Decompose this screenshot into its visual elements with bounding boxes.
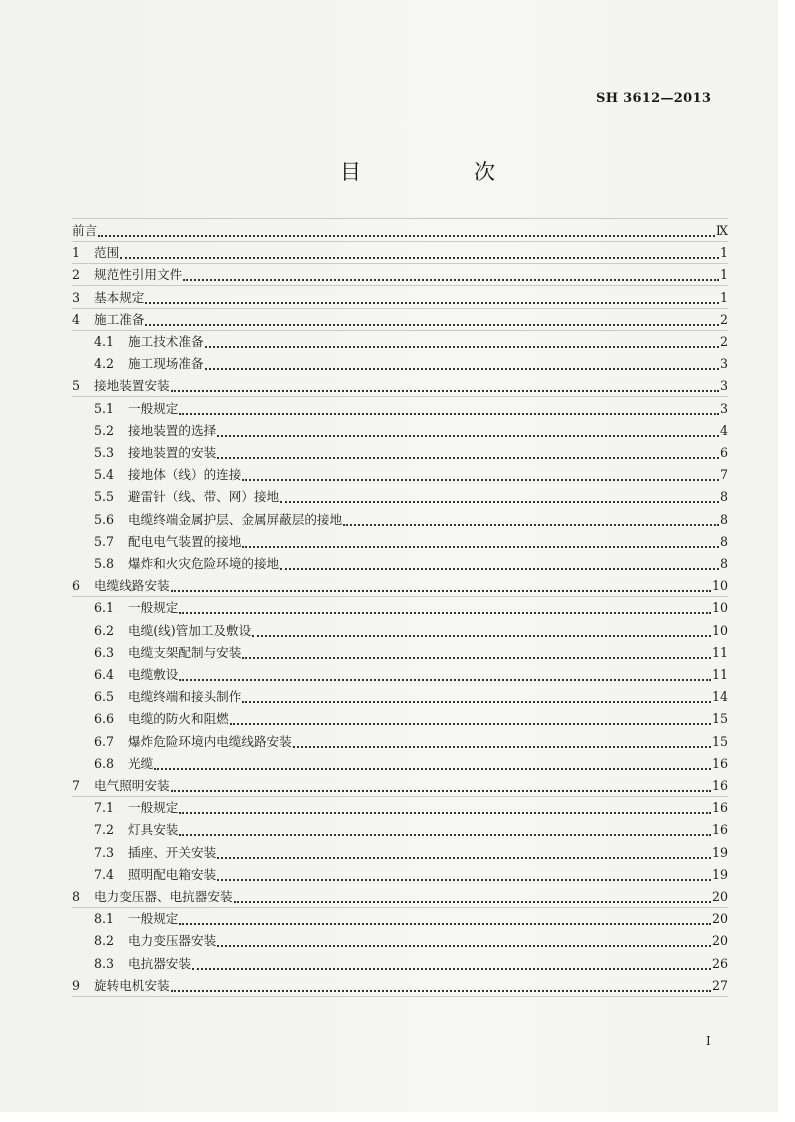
toc-entry-number: 6.8 bbox=[94, 755, 115, 771]
toc-subentry[interactable] bbox=[94, 755, 728, 773]
toc-entry-label: 旋转电机安装 bbox=[94, 977, 170, 993]
toc-entry-number: 6.4 bbox=[94, 667, 115, 682]
toc-divider-top bbox=[72, 218, 728, 219]
toc-entry-page: 16 bbox=[711, 800, 728, 816]
toc-leader-dots bbox=[179, 800, 711, 814]
toc-leader-dots bbox=[179, 600, 711, 614]
toc-entry-label: 爆炸危险环境内电缆线路安装 bbox=[128, 733, 292, 749]
toc-entry-label: 前言 bbox=[72, 223, 98, 238]
toc-entry-number: 5.4 bbox=[94, 467, 115, 483]
toc-entry-page: 19 bbox=[711, 866, 728, 882]
toc-leader-dots bbox=[171, 578, 711, 592]
toc-entry-page: 8 bbox=[719, 556, 728, 571]
toc-entry-page: 16 bbox=[711, 755, 728, 771]
toc-entry-number: 7 bbox=[72, 778, 81, 793]
toc-leader-dots bbox=[217, 933, 711, 947]
toc-subentry[interactable] bbox=[94, 844, 728, 862]
toc-leader-dots bbox=[217, 845, 711, 859]
page-number: I bbox=[706, 1034, 711, 1048]
toc-entry-number: 6.1 bbox=[94, 600, 115, 616]
toc-subentry[interactable] bbox=[94, 799, 728, 817]
toc-entry-page: 3 bbox=[719, 400, 728, 416]
toc-entry-page: 8 bbox=[719, 511, 728, 527]
toc-entry-label: 避雷针（线、带、网）接地 bbox=[128, 489, 280, 505]
toc-subentry[interactable] bbox=[94, 555, 728, 573]
toc-entry-number: 8 bbox=[72, 889, 81, 904]
toc-entry-number: 4 bbox=[72, 311, 81, 327]
toc-entry-number: 7.4 bbox=[94, 866, 115, 882]
toc-entry-number: 6.3 bbox=[94, 644, 115, 660]
toc-leader-dots bbox=[217, 867, 711, 881]
toc-leader-dots bbox=[252, 623, 711, 637]
toc-entry-page: Ⅸ bbox=[715, 223, 728, 238]
toc-entry-number: 6.2 bbox=[94, 622, 115, 638]
page-title: 目 次 bbox=[340, 160, 541, 184]
toc-entry-label: 电缆终端和接头制作 bbox=[128, 689, 242, 705]
toc-entry-label: 电力变压器、电抗器安装 bbox=[94, 889, 233, 904]
toc-entry-number: 5.7 bbox=[94, 533, 115, 549]
toc-entry-page: 15 bbox=[711, 711, 728, 727]
toc-entry-page: 16 bbox=[711, 778, 728, 793]
toc-entry[interactable] bbox=[72, 244, 728, 262]
toc-entry-number: 9 bbox=[72, 977, 81, 993]
toc-entry-label: 接地装置的安装 bbox=[128, 445, 217, 460]
toc-entry-page: 19 bbox=[711, 844, 728, 860]
toc-entry-number: 6.6 bbox=[94, 711, 115, 727]
toc-entry-page: 11 bbox=[711, 644, 728, 660]
toc-entry-number: 8.2 bbox=[94, 933, 115, 949]
toc-entry-number: 6.5 bbox=[94, 689, 115, 705]
toc-entry-label: 施工技术准备 bbox=[128, 334, 204, 349]
toc-leader-dots bbox=[154, 756, 711, 770]
toc-entry-page: 4 bbox=[719, 422, 728, 438]
toc-leader-dots bbox=[179, 667, 711, 681]
toc-entry-page: 14 bbox=[711, 689, 728, 705]
toc-entry-number: 6 bbox=[72, 578, 81, 594]
toc-entry-page: 10 bbox=[711, 578, 728, 594]
toc-entry-label: 照明配电箱安装 bbox=[128, 866, 217, 882]
toc-subentry[interactable] bbox=[94, 666, 728, 684]
toc-leader-dots bbox=[98, 223, 715, 237]
toc-entry[interactable] bbox=[72, 222, 728, 240]
toc-subentry[interactable] bbox=[94, 511, 728, 529]
toc-subentry[interactable] bbox=[94, 599, 728, 617]
toc-entry-label: 接地装置的选择 bbox=[128, 422, 217, 438]
toc-entry-page: 27 bbox=[711, 977, 728, 993]
toc-entry-number: 6.7 bbox=[94, 733, 115, 749]
toc-leader-dots bbox=[192, 956, 711, 970]
toc-entry-number: 5.8 bbox=[94, 556, 115, 571]
toc-entry-page: 20 bbox=[711, 889, 728, 904]
toc-entry-page: 6 bbox=[719, 445, 728, 460]
toc-entry-number: 1 bbox=[72, 245, 81, 261]
toc-leader-dots bbox=[293, 734, 711, 748]
toc-entry-number: 4.1 bbox=[94, 334, 115, 349]
toc-row-rule bbox=[72, 996, 728, 997]
toc-leader-dots bbox=[217, 423, 719, 437]
toc-row-rule bbox=[72, 285, 728, 286]
toc-subentry[interactable] bbox=[94, 533, 728, 551]
toc-entry-label: 施工准备 bbox=[94, 311, 145, 327]
toc-entry-number: 5.1 bbox=[94, 400, 115, 416]
toc-entry-page: 16 bbox=[711, 822, 728, 838]
toc-entry-label: 规范性引用文件 bbox=[94, 267, 183, 283]
toc-entry-label: 电力变压器安装 bbox=[128, 933, 217, 949]
toc-leader-dots bbox=[280, 556, 719, 570]
toc-subentry[interactable] bbox=[94, 733, 728, 751]
toc-entry-label: 灯具安装 bbox=[128, 822, 179, 838]
toc-entry-label: 电缆终端金属护层、金属屏蔽层的接地 bbox=[128, 511, 343, 527]
toc-leader-dots bbox=[234, 889, 711, 903]
toc-entry-label: 电缆敷设 bbox=[128, 667, 179, 682]
toc-leader-dots bbox=[171, 978, 711, 992]
toc-entry-number: 3 bbox=[72, 289, 81, 305]
toc-entry[interactable] bbox=[72, 577, 728, 595]
toc-leader-dots bbox=[179, 822, 711, 836]
toc-entry-page: 8 bbox=[719, 533, 728, 549]
toc-subentry[interactable] bbox=[94, 710, 728, 728]
toc-entry-label: 电缆(线)管加工及敷设 bbox=[128, 622, 252, 638]
toc-leader-dots bbox=[242, 645, 711, 659]
toc-entry-label: 一般规定 bbox=[128, 800, 179, 816]
toc-entry-page: 2 bbox=[719, 311, 728, 327]
toc-entry-page: 20 bbox=[711, 933, 728, 949]
toc-row-rule bbox=[72, 241, 728, 242]
toc-entry-page: 26 bbox=[711, 955, 728, 971]
page-margin bbox=[778, 0, 795, 1122]
toc-entry-label: 基本规定 bbox=[94, 289, 145, 305]
toc-entry-number: 5.5 bbox=[94, 489, 115, 505]
toc-entry-label: 范围 bbox=[94, 245, 120, 261]
toc-entry-label: 接地装置安装 bbox=[94, 378, 170, 394]
toc-row-rule bbox=[72, 263, 728, 264]
toc-subentry[interactable] bbox=[94, 866, 728, 884]
toc-entry-label: 电缆支架配制与安装 bbox=[128, 644, 242, 660]
toc-entry-number: 7.1 bbox=[94, 800, 115, 816]
toc-subentry[interactable] bbox=[94, 644, 728, 662]
toc-leader-dots bbox=[205, 356, 719, 370]
toc-entry[interactable] bbox=[72, 977, 728, 995]
toc-entry[interactable] bbox=[72, 289, 728, 307]
toc-entry-label: 插座、开关安装 bbox=[128, 844, 217, 860]
toc-entry-label: 一般规定 bbox=[128, 600, 179, 616]
toc-subentry[interactable] bbox=[94, 688, 728, 706]
toc-entry-page: 3 bbox=[719, 378, 728, 394]
toc-entry-number: 8.1 bbox=[94, 911, 115, 927]
toc-leader-dots bbox=[205, 334, 719, 348]
toc-entry-label: 配电电气装置的接地 bbox=[128, 533, 242, 549]
toc-subentry[interactable] bbox=[94, 333, 728, 351]
toc-subentry[interactable] bbox=[94, 622, 728, 640]
toc-leader-dots bbox=[145, 290, 719, 304]
document-code: SH 3612—2013 bbox=[596, 91, 712, 106]
toc-subentry[interactable] bbox=[94, 355, 728, 373]
toc-leader-dots bbox=[171, 778, 711, 792]
toc-subentry[interactable] bbox=[94, 955, 728, 973]
toc-entry-page: 2 bbox=[719, 334, 728, 349]
toc-row-rule bbox=[72, 796, 728, 797]
toc-subentry[interactable] bbox=[94, 466, 728, 484]
toc-leader-dots bbox=[179, 401, 719, 415]
toc-entry-page: 11 bbox=[711, 667, 728, 682]
toc-entry-number: 5.3 bbox=[94, 445, 115, 460]
toc-entry-number: 7.3 bbox=[94, 844, 115, 860]
toc-leader-dots bbox=[242, 689, 711, 703]
toc-entry-page: 1 bbox=[719, 267, 728, 283]
toc-entry-page: 8 bbox=[719, 489, 728, 505]
toc-leader-dots bbox=[217, 445, 719, 459]
toc-leader-dots bbox=[343, 512, 719, 526]
toc-row-rule bbox=[72, 596, 728, 597]
toc-entry-label: 一般规定 bbox=[128, 400, 179, 416]
toc-entry-page: 1 bbox=[719, 289, 728, 305]
toc-entry-number: 5 bbox=[72, 378, 81, 394]
toc-entry-label: 爆炸和火灾危险环境的接地 bbox=[128, 556, 280, 571]
toc-subentry[interactable] bbox=[94, 400, 728, 418]
toc-subentry[interactable] bbox=[94, 910, 728, 928]
toc-entry-number: 5.6 bbox=[94, 511, 115, 527]
toc-leader-dots bbox=[171, 378, 719, 392]
toc-row-rule bbox=[72, 907, 728, 908]
toc-leader-dots bbox=[179, 911, 711, 925]
toc-entry-number: 5.2 bbox=[94, 422, 115, 438]
toc-subentry[interactable] bbox=[94, 422, 728, 440]
toc-leader-dots bbox=[280, 489, 719, 503]
toc-leader-dots bbox=[230, 711, 711, 725]
toc-entry-label: 电气照明安装 bbox=[94, 778, 170, 793]
toc-entry-label: 一般规定 bbox=[128, 911, 179, 927]
toc-leader-dots bbox=[242, 467, 719, 481]
toc-entry-number: 2 bbox=[72, 267, 81, 283]
toc-entry-page: 10 bbox=[711, 622, 728, 638]
toc-entry-page: 15 bbox=[711, 733, 728, 749]
toc-entry[interactable] bbox=[72, 777, 728, 795]
toc-entry[interactable] bbox=[72, 266, 728, 284]
toc-entry[interactable] bbox=[72, 377, 728, 395]
toc-subentry[interactable] bbox=[94, 821, 728, 839]
toc-entry[interactable] bbox=[72, 311, 728, 329]
toc-subentry[interactable] bbox=[94, 444, 728, 462]
toc-entry-page: 3 bbox=[719, 356, 728, 372]
toc-entry-label: 光缆 bbox=[128, 755, 154, 771]
toc-row-rule bbox=[72, 396, 728, 397]
toc-subentry[interactable] bbox=[94, 932, 728, 950]
toc-entry-label: 接地体（线）的连接 bbox=[128, 467, 242, 483]
toc-entry-label: 电缆线路安装 bbox=[94, 578, 170, 594]
toc-leader-dots bbox=[242, 534, 719, 548]
toc-row-rule bbox=[72, 330, 728, 331]
toc-entry[interactable] bbox=[72, 888, 728, 906]
toc-subentry[interactable] bbox=[94, 488, 728, 506]
toc-entry-page: 20 bbox=[711, 911, 728, 927]
toc-row-rule bbox=[72, 308, 728, 309]
toc-entry-label: 电抗器安装 bbox=[128, 955, 191, 971]
toc-entry-label: 电缆的防火和阻燃 bbox=[128, 711, 229, 727]
toc-entry-number: 8.3 bbox=[94, 955, 115, 971]
toc-entry-page: 1 bbox=[719, 245, 728, 261]
toc-leader-dots bbox=[145, 312, 719, 326]
toc-leader-dots bbox=[183, 267, 719, 281]
toc-entry-page: 10 bbox=[711, 600, 728, 616]
toc-entry-number: 4.2 bbox=[94, 356, 115, 372]
toc-entry-page: 7 bbox=[719, 467, 728, 483]
toc-entry-label: 施工现场准备 bbox=[128, 356, 204, 372]
toc-leader-dots bbox=[120, 245, 719, 259]
toc-entry-number: 7.2 bbox=[94, 822, 115, 838]
